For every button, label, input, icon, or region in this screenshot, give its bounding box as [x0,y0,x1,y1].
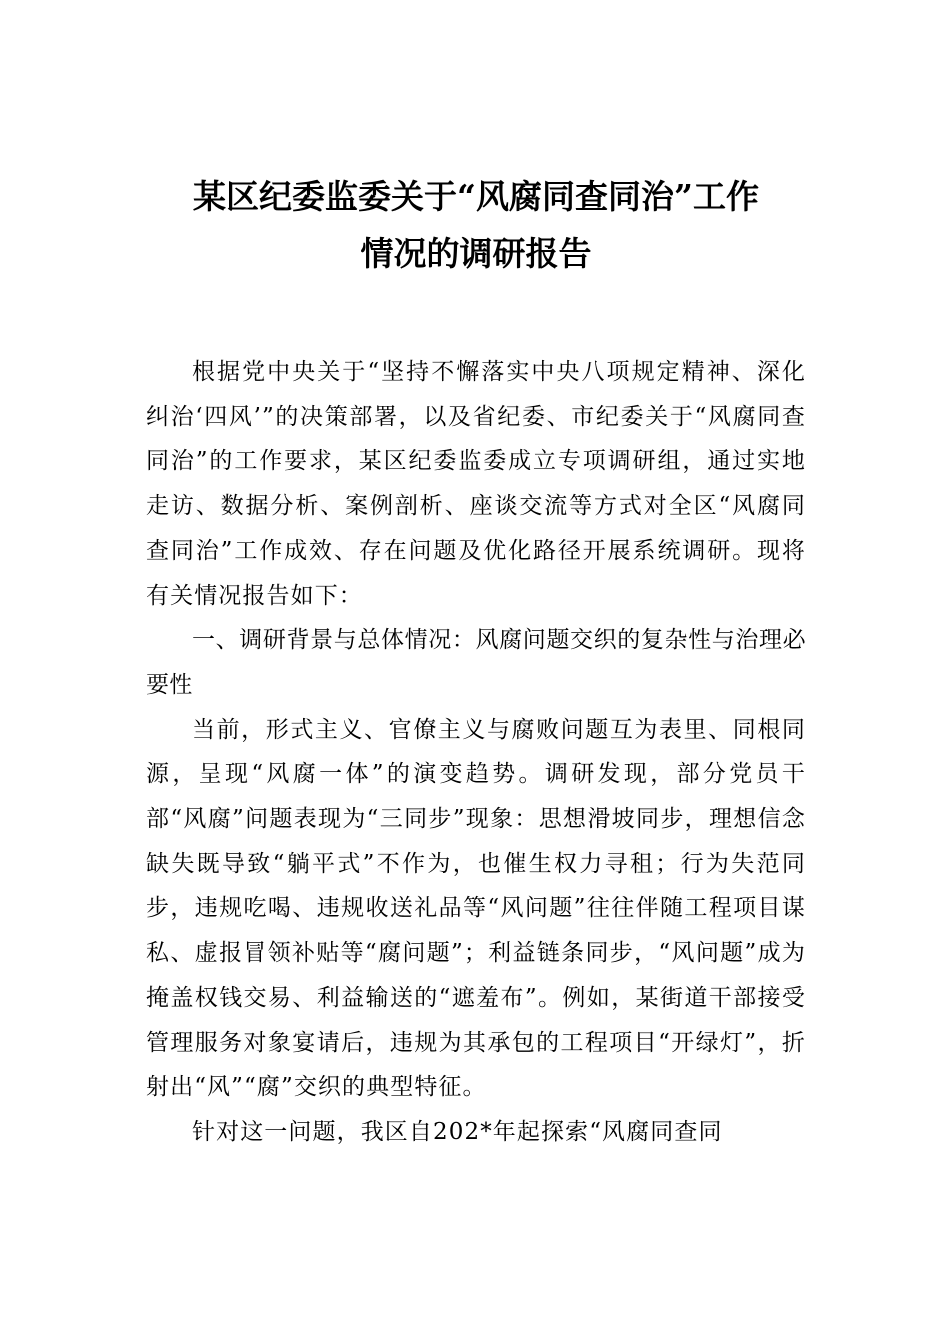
body-paragraph-2: 针对这一问题，我区自202*年起探索“风腐同查同 [192,1118,723,1145]
document-title [116,168,836,282]
section-heading-1: 一、调研背景与总体情况：风腐问题交织的复杂性与治理必要性 [146,627,806,698]
body-paragraph-1: 当前，形式主义、官僚主义与腐败问题互为表里、同根同源，呈现“风腐一体”的演变趋势。调研发现，部分党员干部“风腐”问题表现为“三同步”现象：思想滑坡同步，理想信念缺失既导致“躺平式”不作为，也催生权力寻租；行为失范同步，违规吃喝、违规收送礼品等“风问题”往往伴随工程项目谋私、虚报冒领补贴等“腐问题”；利益链条同步，“风问题”成为掩盖权钱交易、利益输送的“遮羞布”。例如，某街道干部接受管理服务对象宴请后，违规为其承包的工程项目“开绿灯”，折射出“风”“腐”交织的典型特征。 [146,716,806,1101]
document-content [146,168,806,1155]
intro-paragraph: 根据党中央关于“坚持不懈落实中央八项规定精神、深化纠治‘四风’”的决策部署，以及省纪委、市纪委关于“风腐同查同治”的工作要求，某区纪委监委成立专项调研组，通过实地走访、数据分析、案例剖析、座谈交流等方式对全区“风腐同查同治”工作成效、存在问题及优化路径开展系统调研。现将有关情况报告如下： [146,359,806,609]
document-body [146,350,806,1155]
title-line-1: 某区纪委监委关于“风腐同查同治”工作 [193,177,759,216]
title-line-2: 情况的调研报告 [360,234,592,273]
